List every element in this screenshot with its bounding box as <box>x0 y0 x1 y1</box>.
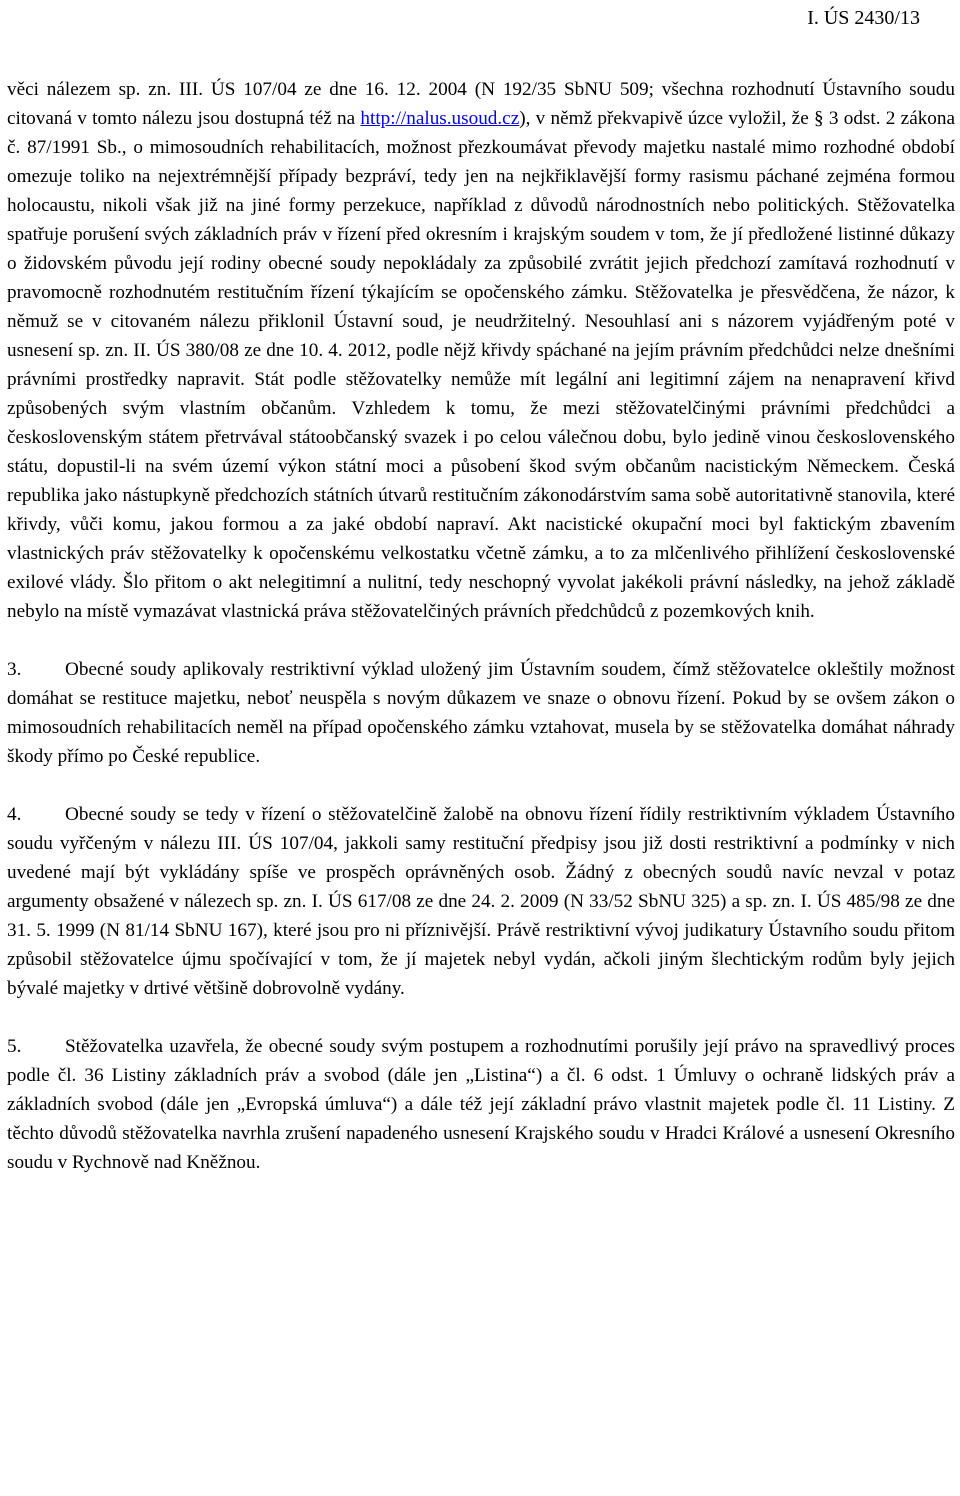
paragraph-3 <box>7 655 955 771</box>
document-body <box>7 75 955 1177</box>
paragraph-text-part: věci nálezem sp. zn. III. ÚS 107/04 ze dne 16. 12. 2004 (N 192/35 SbNU 509; všechna rozhodnutí Ústavního soudu citovaná v tomto nálezu jsou dostupná též na <box>7 79 955 129</box>
paragraph-text: Obecné soudy se tedy v řízení o stěžovatelčině žalobě na obnovu řízení řídily restriktivním výkladem Ústavního soudu vyřčeným v nálezu III. ÚS 107/04, jakkoli samy restituční předpisy jsou již dosti restriktivní a podmínky v nich uvedené mají být vykládány spíše ve prospěch oprávněných osob. Žádný z obecných soudů navíc nevzal v potaz argumenty obsažené v nálezech sp. zn. I. ÚS 617/08 ze dne 24. 2. 2009 (N 33/52 SbNU 325) a sp. zn. I. ÚS 485/98 ze dne 31. 5. 1999 (N 81/14 SbNU 167), které jsou pro ni příznivější. Právě restriktivní vývoj judikatury Ústavního soudu přitom způsobil stěžovatelce újmu spočívající v tom, že jí majetek nebyl vydán, ačkoli jiným šlechtickým rodům byly jejich bývalé majetky v drtivé většině dobrovolně vydány. <box>7 804 955 999</box>
case-reference-header: I. ÚS 2430/13 <box>807 7 920 29</box>
paragraph-text: Obecné soudy aplikovaly restriktivní výklad uložený jim Ústavním soudem, čímž stěžovatelce okleštily možnost domáhat se restituce majetku, neboť neuspěla s novým důkazem ve snaze o obnovu řízení. Pokud by se ovšem zákon o mimosoudních rehabilitacích neměl na případ opočenského zámku vztahovat, musela by se stěžovatelka domáhat náhrady škody přímo po České republice. <box>7 659 955 767</box>
paragraph-4 <box>7 800 955 1003</box>
paragraph-number: 3. <box>7 659 22 680</box>
nalus-link[interactable]: http://nalus.usoud.cz <box>360 108 520 129</box>
paragraph-5 <box>7 1032 955 1177</box>
paragraph-text-part: ), v němž překvapivě úzce vyložil, že § 3 odst. 2 zákona č. 87/1991 Sb., o mimosoudních rehabilitacích, možnost přezkoumávat převody majetku nastalé mimo rozhodné období omezuje toliko na nejextrémnější případy bezpráví, tedy jen na nejkřiklavější formy rasismu páchané zejména formou holocaustu, nikoli však již na jiné formy perzekuce, například z důvodů národnostních nebo politických. Stěžovatelka spatřuje porušení svých základních práv v řízení před okresním i krajským soudem v tom, že jí předložené listinné důkazy o židovském původu její rodiny obecné soudy nepokládaly za způsobilé zvrátit jejich předchozí zamítavá rozhodnutí v pravomocně rozhodnutém restitučním řízení týkajícím se opočenského zámku. Stěžovatelka je přesvědčena, že názor, k němuž se v citovaném nálezu přiklonil Ústavní soud, je neudržitelný. Nesouhlasí ani s názorem vyjádřeným poté v usnesení sp. zn. II. ÚS 380/08 ze dne 10. 4. 2012, podle nějž křivdy spáchané na jejím právním předchůdci nelze dnešními právními prostředky napravit. Stát podle stěžovatelky nemůže mít legální ani legitimní zájem na nenapravení křivd způsobených svým vlastním občanům. Vzhledem k tomu, že mezi stěžovatelčinými právními předchůdci a československým státem přetrvával státoobčanský svazek i po celou válečnou dobu, bylo jedině vinou československého státu, dopustil-li na svém území výkon státní moci a působení škod svým občanům nacistickým Německem. Česká republika jako nástupkyně předchozích státních útvarů restitučním zákonodárstvím sama sobě autoritativně stanovila, které křivdy, vůči komu, jakou formou a za jaké období napraví. Akt nacistické okupační moci byl faktickým zbavením vlastnických práv stěžovatelky k opočenskému velkostatku včetně zámku, a to za mlčenlivého přihlížení československé exilové vlády. Šlo přitom o akt nelegitimní a nulitní, tedy neschopný vyvolat jakékoli právní následky, na jehož základě nebylo na místě vymazávat vlastnická práva stěžovatelčiných právních předchůdců z pozemkových knih. <box>7 108 956 622</box>
paragraph-2-continuation <box>7 75 955 626</box>
paragraph-text: Stěžovatelka uzavřela, že obecné soudy svým postupem a rozhodnutími porušily její právo na spravedlivý proces podle čl. 36 Listiny základních práv a svobod (dále jen „Listina“) a čl. 6 odst. 1 Úmluvy o ochraně lidských práv a základních svobod (dále jen „Evropská úmluva“) a dále též její základní právo vlastnit majetek podle čl. 11 Listiny. Z těchto důvodů stěžovatelka navrhla zrušení napadeného usnesení Krajského soudu v Hradci Králové a usnesení Okresního soudu v Rychnově nad Kněžnou. <box>7 1036 955 1173</box>
paragraph-number: 4. <box>7 804 22 825</box>
paragraph-number: 5. <box>7 1036 22 1057</box>
